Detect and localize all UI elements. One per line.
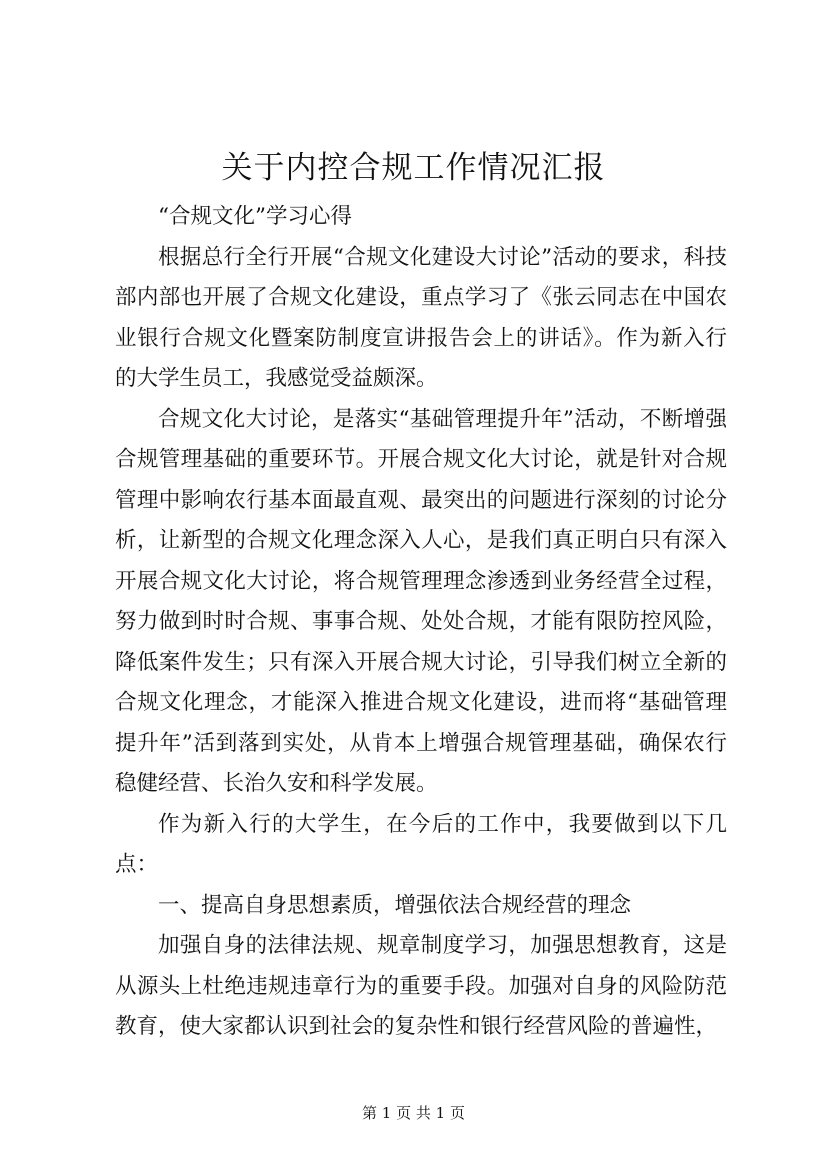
body-paragraph: 根据总行全行开展“合规文化建设大讨论”活动的要求，科技部内部也开展了合规文化建设，重点学习了《张云同志在中国农业银行合规文化暨案防制度宣讲报告会上的讲话》。作为新入行的大学生员工，我感觉受益颇深。 bbox=[115, 244, 727, 391]
body-paragraph: 合规文化大讨论，是落实“基础管理提升年”活动，不断增强合规管理基础的重要环节。开展合规文化大讨论，就是针对合规管理中影响农行基本面最直观、最突出的问题进行深刻的讨论分析，让新型的合规文化理念深入人心，是我们真正明白只有深入开展合规文化大讨论，将合规管理理念渗透到业务经营全过程，努力做到时时合规、事事合规、处处合规，才能有限防控风险，降低案件发生；只有深入开展合规大讨论，引导我们树立全新的合规文化理念，才能深入推进合规文化建设，进而将“基础管理提升年”活到落到实处，从肯本上增强合规管理基础，确保农行稳健经营、长治久安和科学发展。 bbox=[115, 406, 727, 796]
body-paragraph: 作为新入行的大学生，在今后的工作中，我要做到以下几点： bbox=[115, 811, 727, 877]
document-body bbox=[115, 197, 727, 1048]
body-paragraph: 加强自身的法律法规、规章制度学习，加强思想教育，这是从源头上杜绝违规违章行为的重要手段。加强对自身的风险防范教育，使大家都认识到社会的复杂性和银行经营风险的普遍性， bbox=[115, 933, 727, 1039]
section-heading: 一、提高自身思想素质，增强依法合规经营的理念 bbox=[158, 892, 632, 918]
subtitle-paragraph: “合规文化”学习心得 bbox=[158, 204, 352, 229]
document-title: 关于内控合规工作情况汇报 bbox=[221, 150, 606, 186]
page-footer: 第 1 页 共 1 页 bbox=[362, 1104, 465, 1122]
